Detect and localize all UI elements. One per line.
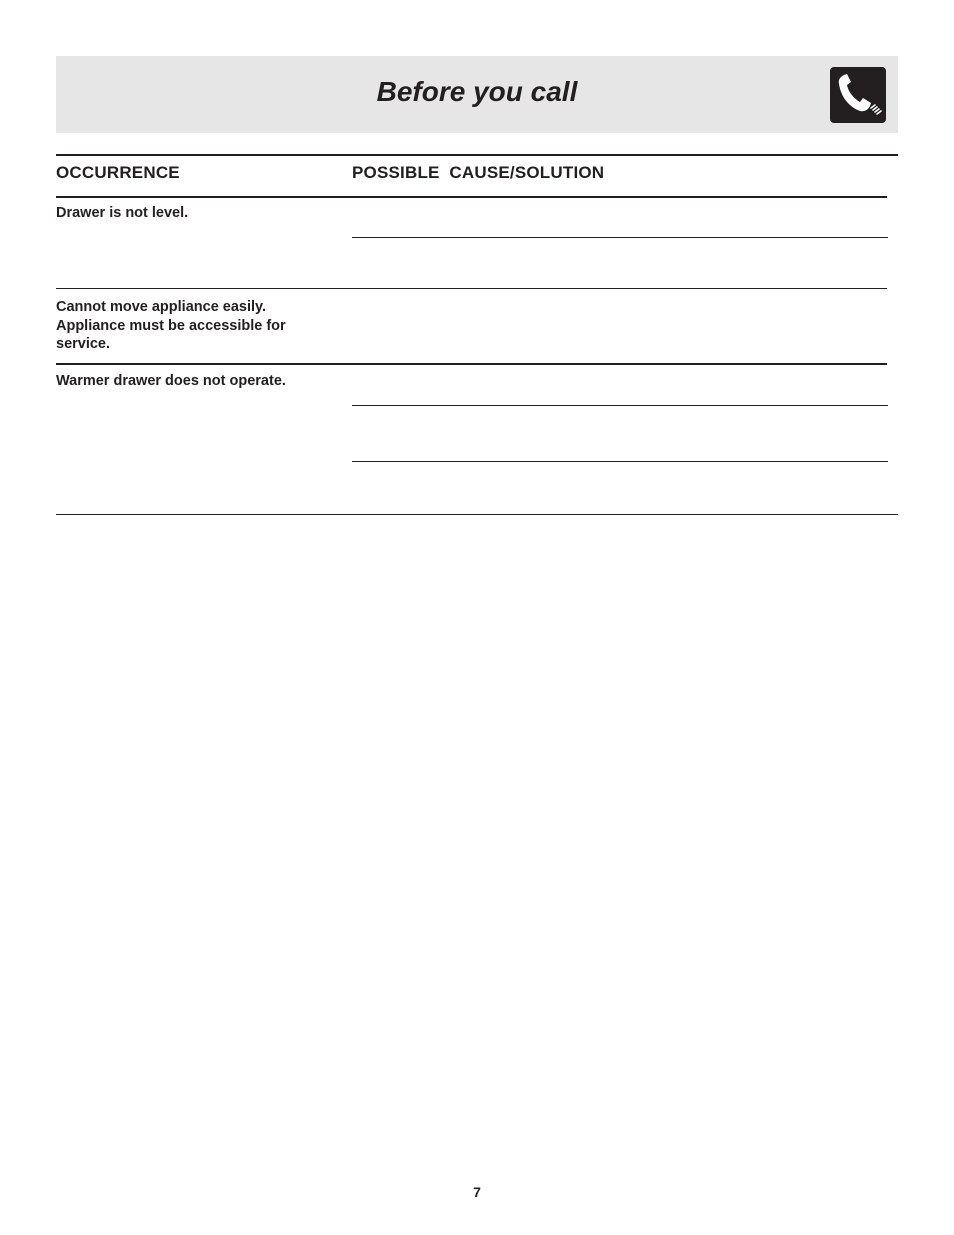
column-header-occurrence: OCCURRENCE <box>56 163 180 182</box>
page-number: 7 <box>473 1184 481 1200</box>
occurrence-cannot-move-appliance: Cannot move appliance easily. Appliance must be accessible for service. <box>56 299 286 352</box>
header-bottom-rule <box>56 196 887 198</box>
page-title: Before you call <box>376 76 578 107</box>
occurrence-warmer-drawer-not-operate: Warmer drawer does not operate. <box>56 373 286 389</box>
cause-divider <box>352 461 888 462</box>
cause-divider <box>352 405 888 406</box>
row-divider <box>56 363 887 365</box>
occurrence-drawer-not-level: Drawer is not level. <box>56 205 189 221</box>
table-bottom-rule <box>56 514 898 515</box>
column-header-cause-solution <box>352 163 604 183</box>
phone-icon <box>830 67 886 123</box>
title-banner <box>56 56 898 133</box>
column-header-cause-solution-label: POSSIBLE CAUSE/SOLUTION <box>352 163 605 182</box>
table-top-rule <box>56 154 898 156</box>
cause-divider <box>352 237 888 238</box>
row-divider <box>56 288 887 289</box>
